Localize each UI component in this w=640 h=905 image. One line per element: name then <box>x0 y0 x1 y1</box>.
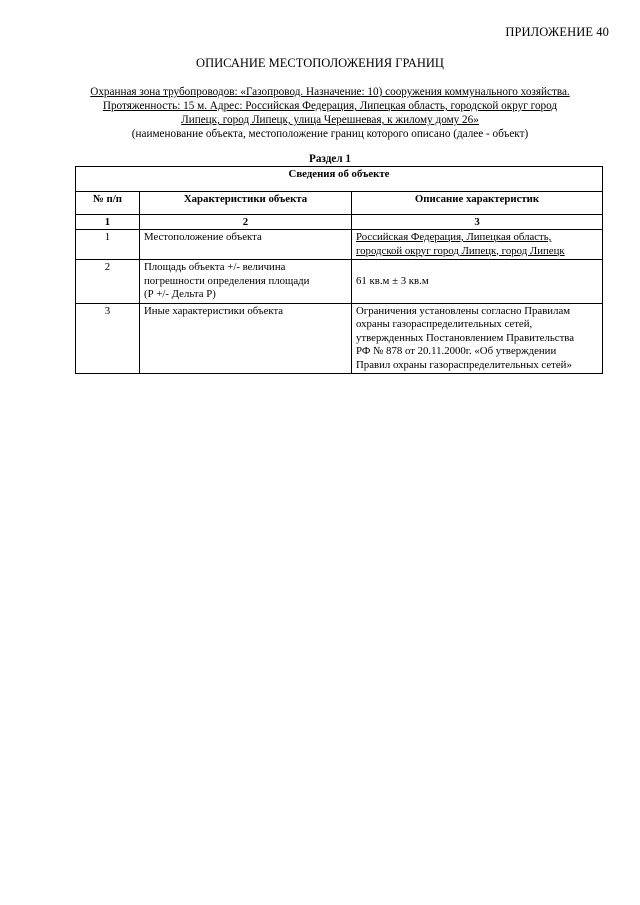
row-characteristic <box>140 260 352 304</box>
row-number: 1 <box>76 230 140 260</box>
table-row <box>76 260 603 304</box>
row-characteristic: Местоположение объекта <box>140 230 352 260</box>
row-description <box>352 230 603 260</box>
object-name-block <box>70 85 590 141</box>
object-info-table <box>75 166 603 374</box>
column-number-row <box>76 215 603 230</box>
table-caption-row <box>76 167 603 192</box>
row-characteristic-line: (Р +/- Дельта Р) <box>144 288 216 300</box>
column-number-1: 1 <box>76 215 140 230</box>
row-number: 2 <box>76 260 140 304</box>
table-row <box>76 303 603 374</box>
row-description-line: охраны газораспределительных сетей, <box>356 318 533 330</box>
object-name-note: (наименование объекта, местоположение границ которого описано (далее - объект) <box>131 128 529 140</box>
row-description: 61 кв.м ± 3 кв.м <box>352 260 603 304</box>
row-description <box>352 303 603 374</box>
column-header-characteristic: Характеристики объекта <box>140 192 352 215</box>
table-row <box>76 230 603 260</box>
column-header-number: № п/п <box>76 192 140 215</box>
object-name-line-1: Охранная зона трубопроводов: «Газопровод. Назначение: 10) сооружения коммунального хозяйства. <box>90 86 570 98</box>
column-header-description: Описание характеристик <box>352 192 603 215</box>
row-description-line: городской округ город Липецк, город Липецк <box>356 244 565 257</box>
table-caption: Сведения об объекте <box>76 167 603 192</box>
appendix-label: ПРИЛОЖЕНИЕ 40 <box>505 25 609 39</box>
object-name-line-3: Липецк, город Липецк, улица Черешневая, к жилому дому 26» <box>181 114 479 126</box>
row-characteristic: Иные характеристики объекта <box>140 303 352 374</box>
table-header-row <box>76 192 603 215</box>
row-characteristic-line: Площадь объекта +/- величина <box>144 261 286 273</box>
document-title: ОПИСАНИЕ МЕСТОПОЛОЖЕНИЯ ГРАНИЦ <box>196 56 444 70</box>
section-title: Раздел 1 <box>308 153 351 165</box>
row-characteristic-line: погрешности определения площади <box>144 274 310 287</box>
row-description-line: Российская Федерация, Липецкая область, <box>356 231 552 243</box>
row-description-line: утвержденных Постановлением Правительства <box>356 331 575 344</box>
row-description-line: РФ № 878 от 20.11.2000г. «Об утверждении <box>356 345 557 357</box>
row-description-line: Правил охраны газораспределительных сетей» <box>356 358 572 371</box>
object-name-line-2: Протяженность: 15 м. Адрес: Российская Федерация, Липецкая область, городской округ город <box>102 100 558 112</box>
column-number-3: 3 <box>352 215 603 230</box>
row-number: 3 <box>76 303 140 374</box>
column-number-2: 2 <box>140 215 352 230</box>
row-description-line: Ограничения установлены согласно Правилам <box>356 304 571 317</box>
